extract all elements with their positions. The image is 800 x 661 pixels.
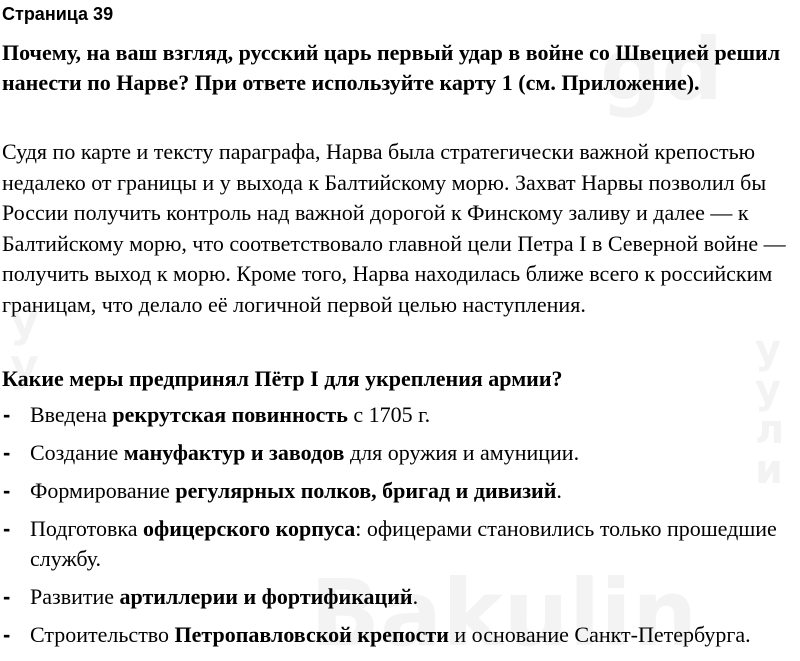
list-item [0,476,796,506]
item-bold: Петропавловской крепости [174,622,449,647]
item-bold: офицерского корпуса [142,516,356,541]
item-text: Введена [30,402,113,427]
list-item [0,620,796,650]
item-text: Строительство [30,622,175,647]
item-text: Развитие [30,584,120,609]
bullet-dash: - [3,440,11,465]
bullet-dash: - [3,402,11,427]
item-bold: артиллерии и фортификаций [119,584,413,609]
question-1: Почему, на ваш взгляд, русский царь первый удар в войне со Швецией решил нанести по Нарве? При ответе используйте карту 1 (см. Приложение). [2,40,781,95]
item-text: Подготовка [30,516,143,541]
item-text: с 1705 г. [347,402,431,427]
bullet-dash: - [3,584,11,609]
list-item [0,514,796,574]
answer-1: Судя по карте и тексту параграфа, Нарва была стратегически важной крепостью недалеко от границы и у выхода к Балтийскому морю. Захват Нарвы позволил бы России получить контроль над важной дорогой к Финскому заливу и далее — к Балтийскому морю, что соответствовало главной цели Петра I в Северной войне — получить выход к морю. Кроме того, Нарва находилась ближе всего к российским границам, что делало её логичной первой целью наступления. [2,139,786,317]
item-text: Создание [30,440,124,465]
item-text: . [412,584,419,609]
bullet-dash: - [3,622,11,647]
item-text: для оружия и амуниции. [344,440,580,465]
list-item [0,400,796,430]
item-text: . [556,478,562,503]
item-text: : офицерами становились только прошедшие службу. [30,516,777,571]
item-bold: регулярных полков, бригад и дивизий [175,478,557,503]
item-bold: мануфактур и заводов [123,440,345,465]
bullet-dash: - [3,478,11,503]
item-text: и основание Санкт-Петербурга. [448,622,751,647]
measures-list [0,400,796,650]
list-item [0,438,796,468]
bullet-dash: - [3,516,11,541]
page-label: Страница 39 [2,4,114,24]
question-2: Какие меры предпринял Пётр I для укрепления армии? [2,366,563,391]
item-text: Формирование [30,478,176,503]
item-bold: рекрутская повинность [112,402,348,427]
list-item [0,582,796,612]
